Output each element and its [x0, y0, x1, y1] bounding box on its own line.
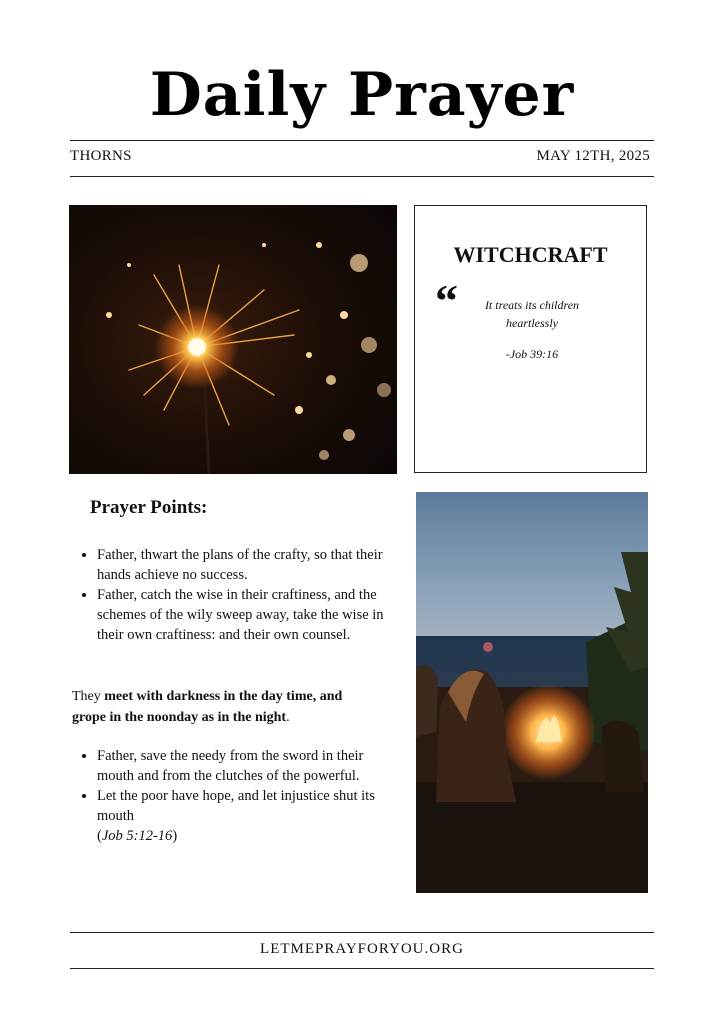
verse-lead: They — [72, 689, 105, 704]
list-item: • Father, thwart the plans of the crafty, so that their hands achieve no success. — [97, 545, 393, 585]
sparkler-image — [69, 205, 397, 474]
page-title: Daily Prayer — [149, 60, 575, 130]
witchcraft-quote-box — [414, 205, 647, 473]
verse-text — [72, 686, 372, 728]
footer-website[interactable]: LETMEPRAYFORYOU.ORG — [260, 941, 464, 957]
header-top-rule — [70, 140, 654, 141]
footer-top-rule — [70, 932, 654, 933]
date-label: MAY 12TH, 2025 — [536, 148, 650, 164]
list-item — [97, 786, 393, 846]
list-item: • Father, save the needy from the sword in their mouth and from the clutches of the powerful. — [97, 746, 393, 786]
topic-label: THORNS — [70, 148, 132, 164]
campfire-image — [416, 492, 648, 893]
quote-mark-icon: “ — [435, 275, 458, 326]
list-item-text: Let the poor have hope, and let injustice shut its mouth — [97, 788, 375, 824]
campfire-photo — [416, 492, 648, 893]
footer-bottom-rule — [70, 968, 654, 969]
feature-reference: -Job 39:16 — [505, 347, 559, 361]
sparkler-photo — [69, 205, 397, 474]
header-bottom-rule — [70, 176, 654, 177]
prayer-points-title: Prayer Points: — [90, 497, 208, 518]
verse-tail: . — [286, 710, 290, 725]
list-item: • Father, catch the wise in their craftiness, and the schemes of the wily sweep away, take the wise in their own craftiness: and their own counsel. — [97, 585, 393, 645]
prayer-points-list-1 — [78, 545, 393, 645]
scripture-citation: (Job 5:12-16) — [97, 828, 178, 844]
verse-bold: meet with darkness in the day time, and grope in the noonday as in the night — [72, 689, 343, 725]
feature-title: WITCHCRAFT — [453, 242, 608, 267]
prayer-points-list-2 — [78, 746, 393, 846]
feature-quote: It treats its children heartlessly — [484, 298, 580, 330]
